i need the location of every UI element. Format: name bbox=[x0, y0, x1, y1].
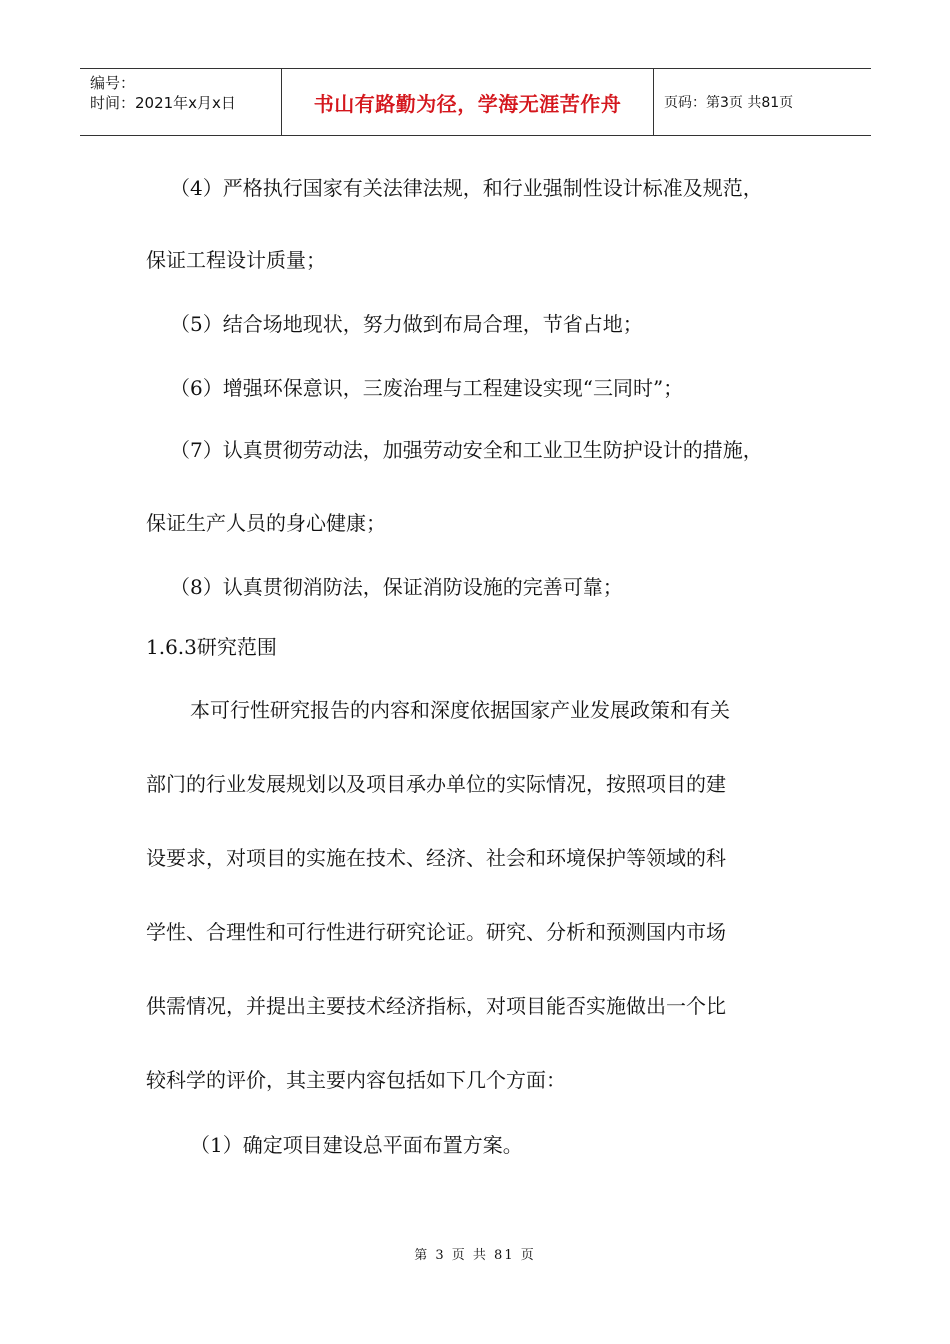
document-time-label: 时间：2021年x月x日 bbox=[90, 94, 236, 112]
body-line: 学性、合理性和可行性进行研究论证。研究、分析和预测国内市场 bbox=[146, 920, 726, 944]
header-meta bbox=[80, 69, 282, 135]
body-line: （1）确定项目建设总平面布置方案。 bbox=[190, 1133, 523, 1157]
body-line: （8）认真贯彻消防法，保证消防设施的完善可靠； bbox=[170, 575, 623, 599]
body-line: 保证生产人员的身心健康； bbox=[146, 511, 386, 535]
page-footer: 第 3 页 共 81 页 bbox=[414, 1248, 536, 1263]
body-line: （5）结合场地现状，努力做到布局合理，节省占地； bbox=[170, 312, 643, 336]
section-heading: 1.6.3研究范围 bbox=[146, 635, 277, 659]
body-line: 保证工程设计质量； bbox=[146, 248, 326, 272]
body-line: 部门的行业发展规划以及项目承办单位的实际情况，按照项目的建 bbox=[146, 772, 726, 796]
body-line: （7）认真贯彻劳动法，加强劳动安全和工业卫生防护设计的措施， bbox=[170, 438, 763, 462]
body-line: 供需情况，并提出主要技术经济指标，对项目能否实施做出一个比 bbox=[146, 994, 726, 1018]
body-line: 设要求，对项目的实施在技术、经济、社会和环境保护等领域的科 bbox=[146, 846, 726, 870]
document-number-label: 编号： bbox=[90, 74, 136, 92]
body-line: （4）严格执行国家有关法律法规，和行业强制性设计标准及规范， bbox=[170, 176, 763, 200]
body-line: 较科学的评价，其主要内容包括如下几个方面： bbox=[146, 1068, 566, 1092]
header-motto: 书山有路勤为径，学海无涯苦作舟 bbox=[282, 69, 654, 135]
header-page-number: 页码：第3页 共81页 bbox=[664, 95, 794, 111]
body-line: （6）增强环保意识，三废治理与工程建设实现“三同时”； bbox=[170, 376, 684, 400]
body-line: 本可行性研究报告的内容和深度依据国家产业发展政策和有关 bbox=[190, 698, 730, 722]
page-header bbox=[80, 68, 871, 136]
